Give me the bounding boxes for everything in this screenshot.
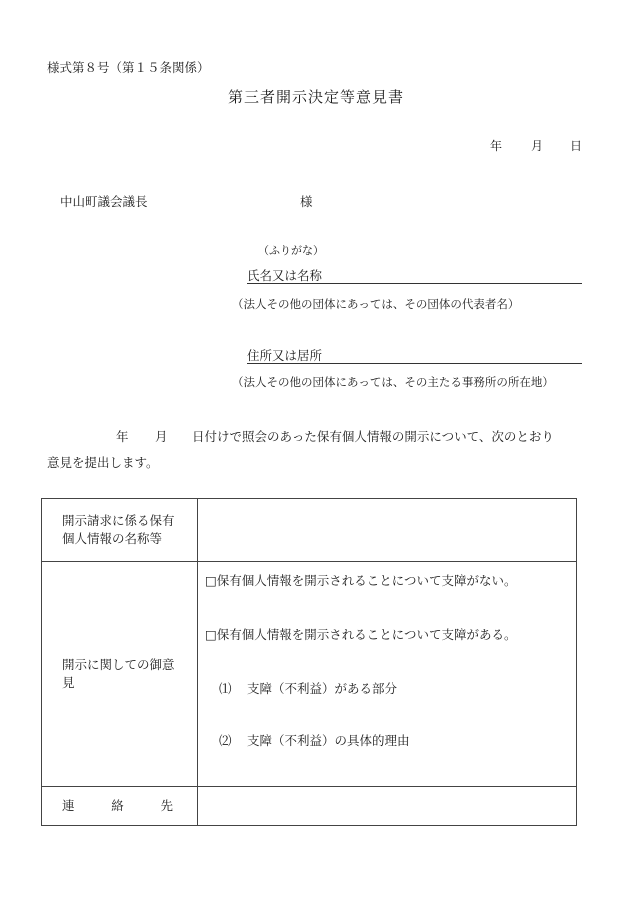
date-day-label: 日: [570, 139, 583, 153]
address-label: 住所又は居所: [247, 348, 323, 363]
address-note: （法人その他の団体にあっては、その主たる事務所の所在地）: [232, 375, 554, 389]
contact-label-char: 先: [160, 798, 173, 813]
opinion-value[interactable]: [198, 562, 577, 787]
table-row: [42, 562, 577, 787]
contact-value[interactable]: [198, 787, 577, 826]
contact-label: [42, 787, 198, 826]
body-text-line1: 日付けで照会のあった保有個人情報の開示について、次のとおり: [192, 429, 554, 444]
name-label: 氏名又は名称: [247, 268, 323, 283]
item1-text: 支障（不利益）がある部分: [247, 681, 398, 696]
table-row: [42, 499, 577, 562]
item2-number: ⑵: [219, 733, 232, 748]
name-note: （法人その他の団体にあっては、その団体の代表者名）: [232, 297, 520, 311]
table-row: [42, 787, 577, 826]
body-month: 月: [155, 429, 168, 444]
body-year: 年: [116, 429, 129, 444]
addressee-honorific: 様: [300, 194, 313, 209]
option-no-issue[interactable]: □保有個人情報を開示されることについて支障がない。: [205, 573, 517, 588]
contact-label-char: 連: [62, 798, 75, 813]
item1-number: ⑴: [219, 681, 232, 696]
request-info-value[interactable]: [198, 499, 577, 562]
request-info-label: 開示請求に係る保有個人情報の名称等: [42, 499, 198, 562]
date-month-label: 月: [531, 139, 544, 153]
body-text-line2: 意見を提出します。: [47, 455, 159, 470]
date-year-label: 年: [490, 139, 503, 153]
form-number: 様式第８号（第１５条関係）: [47, 60, 210, 75]
option-has-issue[interactable]: □保有個人情報を開示されることについて支障がある。: [205, 627, 517, 642]
opinion-label: 開示に関しての御意見: [42, 562, 198, 787]
name-input-line[interactable]: [247, 283, 582, 284]
item2-text: 支障（不利益）の具体的理由: [247, 733, 410, 748]
contact-label-char: 絡: [111, 798, 124, 813]
address-input-line[interactable]: [247, 363, 582, 364]
opinion-table: [41, 498, 577, 826]
furigana-label: （ふりがな）: [258, 244, 324, 257]
addressee-name: 中山町議会議長: [60, 194, 148, 209]
document-title: 第三者開示決定等意見書: [228, 88, 405, 106]
